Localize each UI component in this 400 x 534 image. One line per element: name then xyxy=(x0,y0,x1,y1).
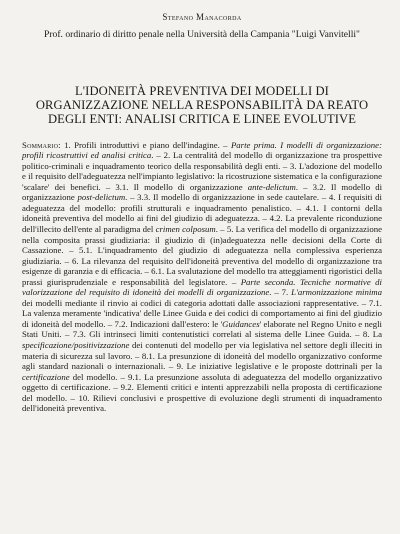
summary-body xyxy=(22,140,382,414)
summary-italic-segment: ante-delictum xyxy=(247,181,296,192)
summary-segment: . – 7. xyxy=(269,287,292,298)
summary-italic-segment: certificazione xyxy=(22,371,70,382)
summary-segment: . – 5. La verifica del modello di organizzazione nella composita prassi giudiziaria: il giudizio di (in)adeguatezza nelle decisioni della Corte di Cassazione. – 5.1. L'inquadramento del giudizio di adeguatezza nella complessiva esperienza giudiziaria. – 6. La rilevanza del requisito dell'idoneità preventiva del modello di organizzazione tra esigenze di garanzia e di efficacia. – 6.1. La svalutazione del modello tra atteggiamenti rigoristici della prassi giurisprudenziale e responsabilità del legislatore. – xyxy=(22,223,382,287)
summary-italic-segment: L'armonizzazione minima xyxy=(291,287,382,298)
summary-segment: ' elaborate nel Regno Unito e negli Stati Uniti. – 7.3. Gli intrinseci limiti contenutistici correlati al sistema delle Linee Guida. – 8. La xyxy=(22,318,382,340)
summary-italic-segment: specificazione/positivizzazione xyxy=(22,340,130,350)
summary-segment: dei contenuti del modello per via legislativa nel settore degli illeciti in materia di sicurezza sul lavoro. – 8.1. La presunzione di idoneità del modello organizzativo conforme agli standard nazionali o internazionali. – 9. Le iniziative legislative e le proposte dottrinali per la xyxy=(22,340,382,372)
table-of-contents xyxy=(22,140,382,414)
summary-segment: dei modelli mediante il rinvio ai codici di categoria adottati dalle associazioni rappresentative. – 7.1. La valenza meramente 'indicativa' delle Linee Guida e dei codici di comportamento ai fini del giudizio di idoneità del modello. – 7.2. Indicazioni dall'estero: le ' xyxy=(22,297,382,329)
summary-segment: del modello. – 9.1. La presunzione assoluta di adeguatezza del modello organizzativo oggetto di certificazione. – 9.2. Elementi critici e intenti apprezzabili nella proposta di certificazione del modello. – 10. Rilievi conclusivi e prospettive di evoluzione degli strumenti di inquadramento dell'idoneità preventiva. xyxy=(22,371,382,414)
author-name: Stefano Manacorda xyxy=(162,12,242,22)
summary-label: Sommario: xyxy=(22,139,61,150)
summary-segment: . – 2. La centralità del modello di organizzazione tra prospettive politico-criminali e inquadramento teorico della responsabilità degli enti. – 3. L'adozione del modello e il requisito dell'adeguatezza nell'impianto legislativo: la ricostruzione sistematica e la configurazione 'scalare' dei benefici. – 3.1. Il modello di organizzazione xyxy=(22,150,383,192)
summary-segment: . – 3.3. Il modello di organizzazione in sede cautelare. – 4. I requisiti di adeguatezza del modello: profili strutturali e inquadramento penalistico. – 4.1. I contorni della idoneità preventiva del modello ai fini del giudizio di adeguatezza. – 4.2. La prevalente riconduzione dell'illecito dell'ente al paradigma del xyxy=(22,192,382,234)
summary-segment: 1. Profili introduttivi e piano dell'indagine. – xyxy=(60,139,231,150)
summary-italic-segment: post-delictum xyxy=(77,192,126,203)
summary-italic-segment: Parte seconda. Tecniche normative di valorizzazione del requisito di idoneità dei modelli di organizzazione xyxy=(22,276,382,298)
summary-italic-segment: Parte prima. I modelli di organizzazione: profili ricostruttivi ed analisi critica xyxy=(22,139,382,161)
summary-italic-segment: Guidances xyxy=(222,318,260,329)
summary-italic-segment: crimen colposum xyxy=(155,223,216,234)
article-title: L'IDONEITÀ PREVENTIVA DEI MODELLI DI ORGANIZZAZIONE NELLA RESPONSABILITÀ DA REATO DEGLI ENTI: ANALISI CRITICA E LINEE EVOLUTIVE xyxy=(35,84,369,127)
author-affiliation: Prof. ordinario di diritto penale nella Università della Campania "Luigi Vanvitelli" xyxy=(44,29,360,40)
summary-segment: . – 3.2. Il modello di organizzazione xyxy=(22,181,382,203)
